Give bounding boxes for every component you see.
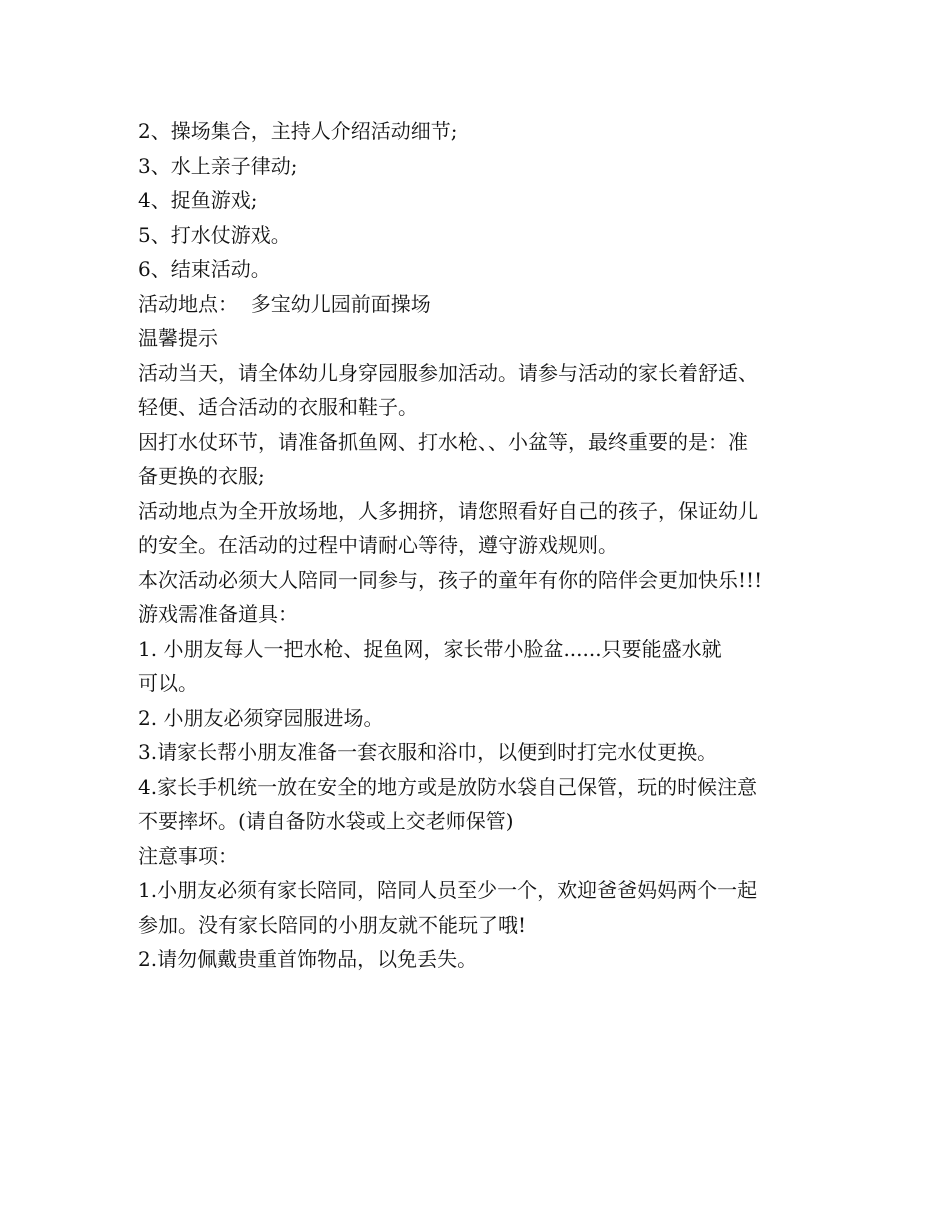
agenda-item-5: 5、打水仗游戏。 bbox=[138, 222, 291, 247]
agenda-item-6: 6、结束活动。 bbox=[138, 257, 271, 281]
tips-paragraph-2-line-1: 因打水仗环节，请准备抓鱼网、打水枪、、小盆等，最终重要的是：准 bbox=[138, 429, 748, 454]
tips-paragraph-4: 本次活动必须大人陪同一同参与，孩子的童年有你的陪伴会更加快乐!!! bbox=[138, 567, 763, 592]
props-item-2: 2. 小朋友必须穿园服进场。 bbox=[138, 705, 384, 730]
tips-heading: 温馨提示 bbox=[138, 326, 218, 350]
notes-item-1-line-2: 参加。没有家长陪同的小朋友就不能玩了哦! bbox=[138, 912, 527, 937]
props-item-1-line-1: 1. 小朋友每人一把水枪、捉鱼网，家长带小脸盆......只要能盛水就 bbox=[138, 636, 722, 661]
tips-paragraph-1-line-1: 活动当天，请全体幼儿身穿园服参加活动。请参与活动的家长着舒适、 bbox=[138, 360, 758, 385]
props-item-1-line-2: 可以。 bbox=[138, 671, 198, 695]
props-item-3: 3.请家长帮小朋友准备一套衣服和浴巾，以便到时打完水仗更换。 bbox=[138, 740, 718, 764]
props-heading: 游戏需准备道具： bbox=[138, 602, 298, 626]
tips-paragraph-3-line-1: 活动地点为全开放场地，人多拥挤，请您照看好自己的孩子，保证幼儿 bbox=[138, 498, 758, 523]
document-body bbox=[138, 114, 818, 977]
notes-heading: 注意事项： bbox=[138, 843, 238, 868]
activity-location: 活动地点： 多宝幼儿园前面操场 bbox=[138, 291, 431, 316]
agenda-item-3: 3、水上亲子律动; bbox=[138, 153, 298, 178]
notes-item-2: 2.请勿佩戴贵重首饰物品，以免丢失。 bbox=[138, 947, 478, 971]
tips-paragraph-2-line-2: 备更换的衣服; bbox=[138, 464, 265, 488]
agenda-item-2: 2、操场集合，主持人介绍活动细节; bbox=[138, 119, 458, 143]
props-item-4-line-2: 不要摔坏。(请自备防水袋或上交老师保管) bbox=[138, 809, 514, 833]
notes-item-1-line-1: 1.小朋友必须有家长陪同，陪同人员至少一个，欢迎爸爸妈妈两个一起 bbox=[138, 878, 758, 902]
agenda-item-4: 4、捉鱼游戏; bbox=[138, 188, 258, 212]
tips-paragraph-1-line-2: 轻便、适合活动的衣服和鞋子。 bbox=[138, 395, 418, 419]
props-item-4-line-1: 4.家长手机统一放在安全的地方或是放防水袋自己保管，玩的时候注意 bbox=[138, 774, 758, 799]
tips-paragraph-3-line-2: 的安全。在活动的过程中请耐心等待，遵守游戏规则。 bbox=[138, 533, 618, 557]
